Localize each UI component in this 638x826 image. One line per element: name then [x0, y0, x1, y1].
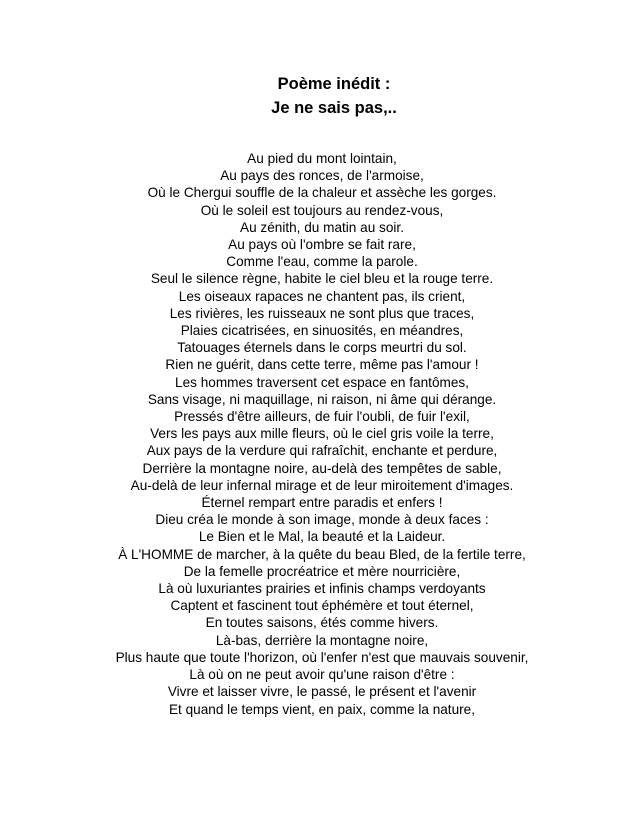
title-line-1: Poème inédit : [277, 75, 391, 93]
poem-line: Où le Chergui souffle de la chaleur et assèche les gorges. [147, 185, 497, 201]
poem-line: Au pied du mont lointain, [247, 151, 397, 166]
poem-line: Rien ne guérit, dans cette terre, même pas l'amour ! [165, 357, 479, 373]
title-line-2: Je ne sais pas,.. [271, 99, 397, 117]
poem-line: Le Bien et le Mal, la beauté et la Laideur. [198, 529, 446, 545]
poem-line: Plaies cicatrisées, en sinuosités, en méandres, [180, 323, 464, 339]
poem-line: Où le soleil est toujours au rendez-vous, [200, 202, 444, 218]
poem-line: Sans visage, ni maquillage, ni raison, ni âme qui dérange. [147, 391, 497, 407]
poem-line: Au zénith, du matin au soir. [240, 219, 404, 235]
poem-line: Pressés d'être ailleurs, de fuir l'oubli, de fuir l'exil, [174, 409, 470, 425]
poem-line: En toutes saisons, étés comme hivers. [205, 615, 439, 631]
poem-line: Les oiseaux rapaces ne chantent pas, ils crient, [178, 288, 466, 304]
poem-line: Là-bas, derrière la montagne noire, [215, 632, 429, 648]
poem-line: Les hommes traversent cet espace en fantômes, [175, 374, 469, 390]
poem-line: Seul le silence règne, habite le ciel bleu et la rouge terre. [150, 271, 494, 287]
poem-line: Au-delà de leur infernal mirage et de leur miroitement d'images. [130, 477, 514, 493]
poem-line: Dieu créa le monde à son image, monde à deux faces : [155, 512, 489, 528]
poem-title [0, 72, 638, 120]
poem-line: Là où luxuriantes prairies et infinis champs verdoyants [158, 581, 486, 597]
poem-line: Et quand le temps vient, en paix, comme la nature, [168, 701, 476, 717]
poem-line: Vers les pays aux mille fleurs, où le ciel gris voile la terre, [150, 426, 494, 442]
poem-line: Là où on ne peut avoir qu'une raison d'être : [189, 667, 455, 683]
poem-line: Tatouages éternels dans le corps meurtri du sol. [177, 340, 467, 356]
poem-line: Vivre et laisser vivre, le passé, le présent et l'avenir [167, 684, 477, 700]
poem-line: Derrière la montagne noire, au-delà des tempêtes de sable, [142, 460, 502, 476]
poem-line: Au pays des ronces, de l'armoise, [220, 168, 424, 184]
poem-line: Comme l'eau, comme la parole. [226, 254, 418, 270]
poem-line: Éternel rempart entre paradis et enfers ! [201, 495, 443, 511]
poem-body [0, 150, 638, 718]
poem-line: Plus haute que toute l'horizon, où l'enfer n'est que mauvais souvenir, [115, 649, 529, 665]
poem-line: Aux pays de la verdure qui rafraîchit, enchante et perdure, [146, 443, 498, 459]
poem-line: Captent et fascinent tout éphémère et tout éternel, [170, 598, 474, 614]
poem-line: À L'HOMME de marcher, à la quête du beau Bled, de la fertile terre, [118, 546, 526, 562]
poem-line: De la femelle procréatrice et mère nourricière, [183, 563, 461, 579]
poem-line: Au pays où l'ombre se fait rare, [228, 237, 416, 253]
poem-line: Les rivières, les ruisseaux ne sont plus que traces, [169, 305, 475, 321]
